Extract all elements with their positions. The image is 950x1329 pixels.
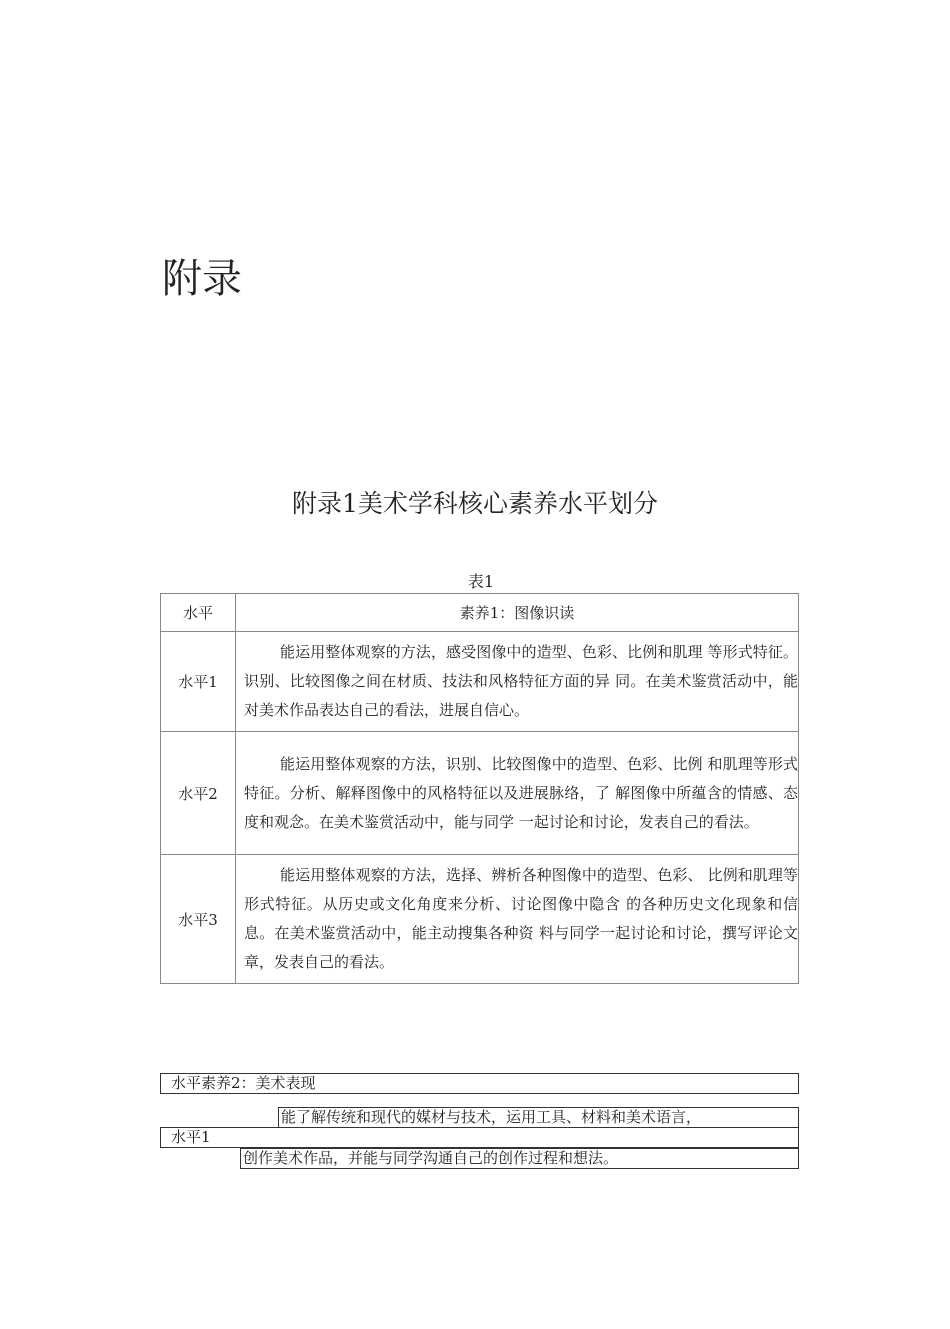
literacy-table-1: [160, 593, 799, 984]
header-level-cell: 水平: [161, 594, 236, 632]
description-cell: 能运用整体观察的方法，识别、比较图像中的造型、色彩、比例 和肌理等形式特征。分析、解释图像中的风格特征以及进展脉络，了 解图像中所蕴含的情感、态度和观念。在美术鉴赏活动中，能与同学 一起讨论和讨论，发表自己的看法。: [236, 732, 799, 855]
level-cell: 水平3: [161, 855, 236, 984]
table-row: [161, 855, 799, 984]
level-cell: 水平2: [161, 732, 236, 855]
level-cell: 水平1: [161, 632, 236, 732]
table-row: [161, 732, 799, 855]
table2-level-cell: 水平1: [160, 1127, 799, 1148]
table-caption: 表1: [467, 572, 495, 591]
description-cell: 能运用整体观察的方法，选择、辨析各种图像中的造型、色彩、 比例和肌理等形式特征。从历史或文化角度来分析、讨论图像中隐含 的各种历史文化现象和信息。在美术鉴赏活动中，能主动搜集各种资 料与同学一起讨论和讨论，撰写评论文章，发表自己的看法。: [236, 855, 799, 984]
table2-description-line-2: 创作美术作品，并能与同学沟通自己的创作过程和想法。: [240, 1148, 799, 1169]
table2-header: 水平素养2：美术表现: [160, 1073, 799, 1094]
table2-description-line-1: 能了解传统和现代的媒材与技术，运用工具、材料和美术语言，: [278, 1107, 799, 1128]
table-row: [161, 632, 799, 732]
page-heading: 附录: [162, 256, 242, 302]
section-title: 附录1美术学科核心素养水平划分: [292, 489, 658, 518]
header-literacy-cell: 素养1：图像识读: [236, 594, 799, 632]
description-cell: 能运用整体观察的方法，感受图像中的造型、色彩、比例和肌理 等形式特征。识别、比较图像之间在材质、技法和风格特征方面的异 同。在美术鉴赏活动中，能对美术作品表达自己的看法，进展自信心。: [236, 632, 799, 732]
table-header-row: [161, 594, 799, 632]
